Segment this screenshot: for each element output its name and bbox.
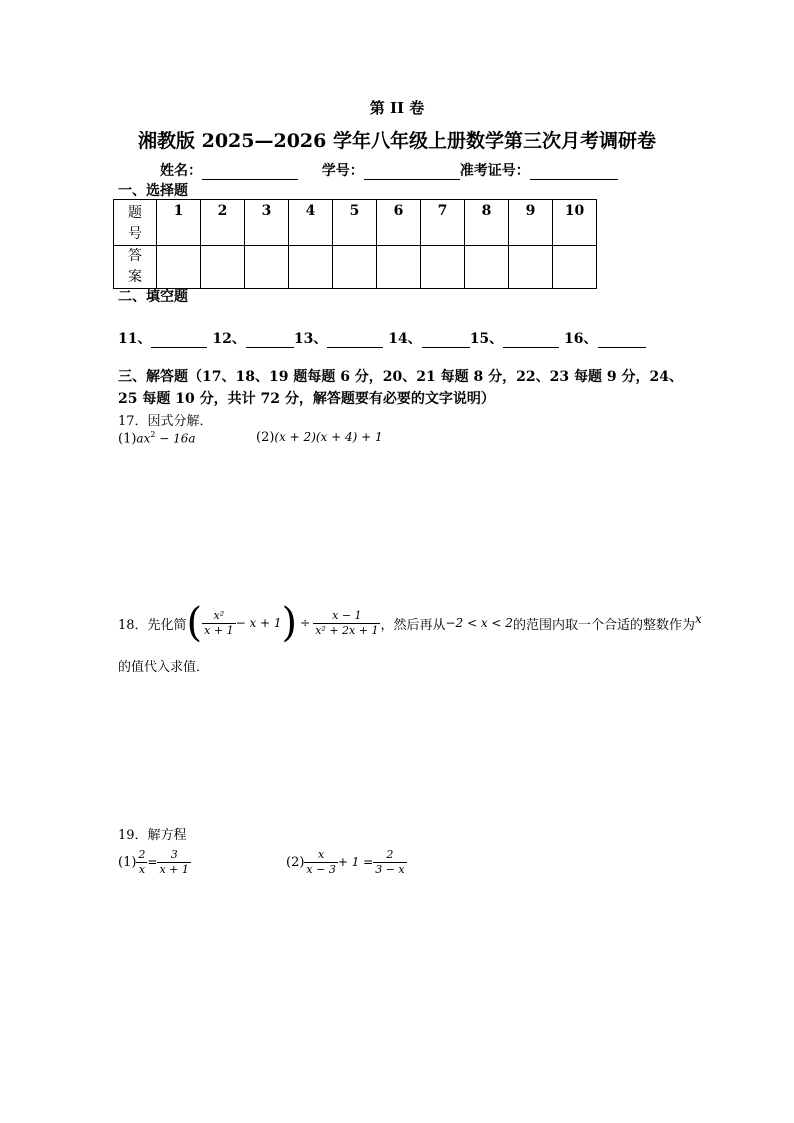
blank-11[interactable]: [151, 333, 207, 348]
name-field[interactable]: [202, 165, 298, 180]
answer-cell-3[interactable]: [245, 246, 289, 289]
blank-14[interactable]: [422, 333, 470, 348]
answer-header: 答 案: [114, 246, 157, 289]
q18-fraction-2: $\frac{x - 1}{\text{x² + 2x + 1}}$: [315, 608, 379, 637]
blank-16[interactable]: [598, 333, 646, 348]
q19-part2-mid: + 1 =: [337, 855, 374, 869]
q17-part1-expr-a: ax: [136, 431, 151, 446]
q18-range: −2 < x < 2: [445, 616, 513, 630]
q17-part2-expr: (x + 2)(x + 4) + 1: [274, 430, 383, 444]
q18-divide: ÷: [300, 616, 311, 630]
student-info-line: [160, 160, 618, 180]
question-number-7: 7: [421, 200, 465, 246]
answer-cell-10[interactable]: [553, 246, 597, 289]
q17-part2-label: (2): [256, 430, 275, 445]
section2-title: 二、填空题: [118, 289, 188, 305]
q19-part2: [286, 844, 407, 880]
fill-blank-line: [118, 328, 646, 348]
exam-no-label: 准考证号：: [459, 163, 530, 179]
question-number-10: 10: [553, 200, 597, 246]
page-title: 湘教版 2025—2026 学年八年级上册数学第三次月考调研卷: [138, 130, 656, 152]
q18-suffix-b: 的范围内取一个合适的整数作为: [512, 617, 695, 633]
q19-part2-label: (2): [286, 854, 305, 870]
answer-cell-6[interactable]: [377, 246, 421, 289]
section1-title: 一、选择题: [118, 183, 188, 199]
q19-stem: 19．解方程: [118, 828, 187, 843]
answer-table: [113, 199, 597, 289]
q18-prefix: 18．先化简: [118, 617, 187, 633]
q18-fraction-1: $\frac{\text{x²}}{x + 1}$: [204, 608, 234, 637]
question-number-header: 题 号: [114, 200, 157, 246]
question-number-3: 3: [245, 200, 289, 246]
q17-part2: [256, 430, 383, 445]
blank-label-12: 12、: [212, 331, 246, 347]
section3-title-line2: 25 每题 10 分，共计 72 分，解答题要有必要的文字说明）: [118, 391, 495, 407]
blank-label-14: 14、: [388, 331, 422, 347]
blank-13[interactable]: [327, 333, 383, 348]
blank-12[interactable]: [246, 333, 294, 348]
id-label: 学号：: [321, 163, 364, 179]
table-row: [114, 200, 597, 246]
blank-label-15: 15、: [469, 331, 504, 347]
answer-cell-1[interactable]: [157, 246, 201, 289]
q17-part1-sup: 2: [150, 430, 156, 439]
question-number-5: 5: [333, 200, 377, 246]
question-number-2: 2: [201, 200, 245, 246]
q18-line1: [118, 600, 702, 646]
answer-cell-8[interactable]: [465, 246, 509, 289]
q18-suffix-a: ，然后再从: [380, 617, 446, 633]
left-paren-icon: (: [186, 600, 203, 646]
blank-label-11: 11、: [118, 331, 152, 347]
table-row: [114, 246, 597, 289]
name-label: 姓名：: [160, 163, 202, 179]
q19-part1-right-fraction: $\frac{3}{x + 1}$: [159, 847, 189, 876]
q17-part1-label: (1): [118, 431, 137, 447]
q18-var: x: [694, 612, 702, 626]
q19-part1: [118, 844, 191, 880]
q19-part1-label: (1): [118, 854, 137, 870]
volume-label: 第 II 卷: [369, 99, 425, 117]
q17-part1: [118, 430, 196, 446]
blank-label-13: 13、: [293, 331, 328, 347]
q17-stem: 17．因式分解．: [118, 414, 213, 429]
question-number-8: 8: [465, 200, 509, 246]
exam-no-field[interactable]: [530, 165, 618, 180]
q19-part2-left-fraction: $\frac{x}{x - 3}$: [306, 847, 336, 876]
section3-title-line1: 三、解答题（17、18、19 题每题 6 分，20、21 每题 8 分，22、23 每题 9 分，24、: [118, 369, 683, 385]
answer-cell-5[interactable]: [333, 246, 377, 289]
id-field[interactable]: [364, 165, 460, 180]
answer-cell-7[interactable]: [421, 246, 465, 289]
answer-cell-4[interactable]: [289, 246, 333, 289]
blank-15[interactable]: [503, 333, 559, 348]
answer-cell-2[interactable]: [201, 246, 245, 289]
question-number-6: 6: [377, 200, 421, 246]
q19-part1-left-fraction: $\frac{2}{x}$: [138, 847, 146, 876]
question-number-9: 9: [509, 200, 553, 246]
question-number-4: 4: [289, 200, 333, 246]
question-number-1: 1: [157, 200, 201, 246]
q19-part2-right-fraction: $\frac{2}{3 - x}$: [375, 847, 405, 876]
blank-label-16: 16、: [564, 331, 598, 347]
q17-part1-expr-b: − 16a: [155, 431, 196, 446]
q18-line2: 的值代入求值．: [118, 660, 210, 675]
q19-part1-equals: =: [147, 855, 158, 869]
answer-cell-9[interactable]: [509, 246, 553, 289]
right-paren-icon: ): [281, 600, 298, 646]
q18-mid: − x + 1: [235, 616, 282, 630]
